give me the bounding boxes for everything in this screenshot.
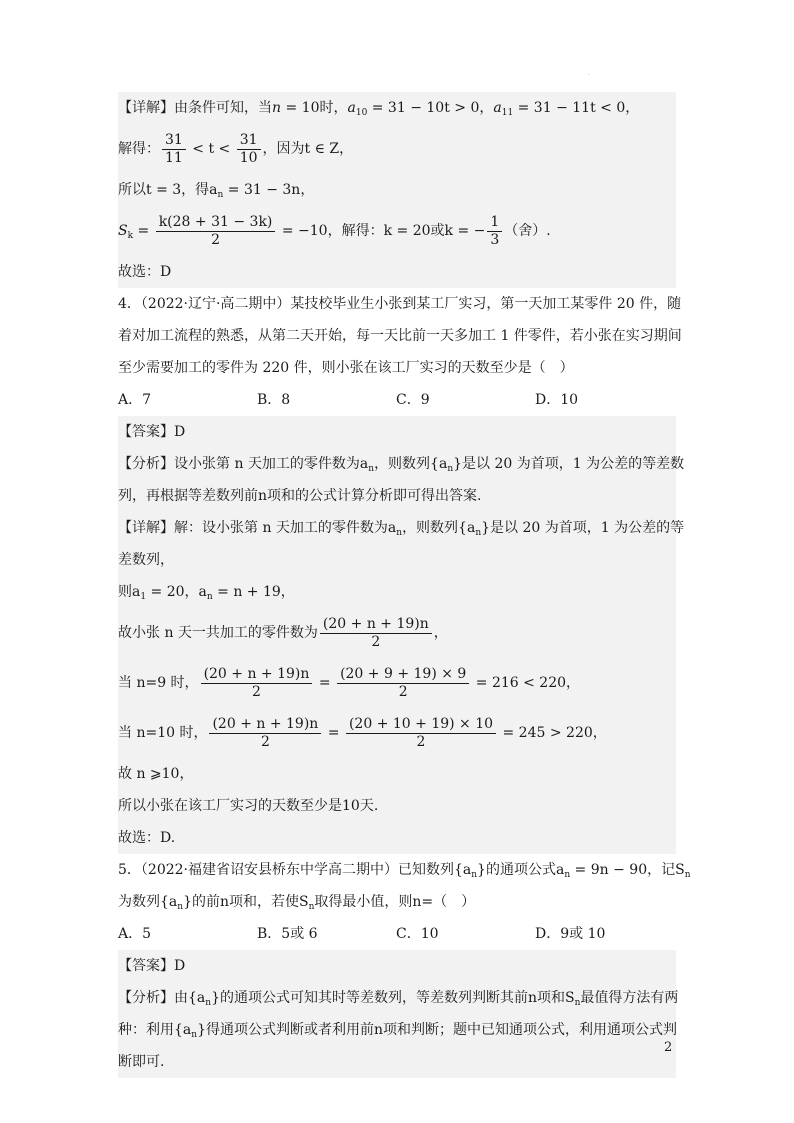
- detail-line-3: 则$a_1 = 20$，$a_n = n + 19$，: [118, 584, 295, 602]
- options-row: [118, 918, 676, 950]
- fraction: $\frac{1}{3}$: [487, 214, 502, 249]
- page-number: 2: [664, 1040, 673, 1055]
- question-line: 为数列$\{a_n\}$的前n项和，若使$S_n$取得最小值，则n=（ ）: [118, 894, 476, 912]
- fraction: $\frac{(20 + n + 19)n}{2}$: [201, 666, 313, 701]
- question-4: [118, 288, 682, 416]
- detail-line-5: 当 n=9 时， $\frac{(20 + n + 19)n}{2}$ = $\frac{(20 + 9 + 19) \times 9}{2}$ = 216 < 220，: [118, 665, 581, 700]
- detail-line-1: 【详解】由条件可知，当n = 10时，$a_{10} = 31 - 10t > 0$，$a_{11} = 31 - 11t < 0$，: [118, 100, 640, 118]
- option-a: A．7: [118, 392, 152, 408]
- detail-line-2: 解得： $\frac{31}{11}$ < t < $\frac{31}{10}$ ，因为t ∈ Z，: [118, 131, 354, 166]
- option-b: B．8: [257, 392, 291, 408]
- option-d: D．9或 10: [535, 926, 606, 942]
- page-content: [118, 92, 691, 1078]
- detail-line-5: 故选：D: [118, 264, 172, 280]
- detail-line-6: 当 n=10 时， $\frac{(20 + n + 19)n}{2}$ = $\frac{(20 + 10 + 19) \times 10}{2}$ = 245 > 220，: [118, 715, 607, 750]
- question-line: 5．（2022·福建省诏安县桥东中学高二期中）已知数列$\{a_n\}$的通项公式$a_n = 9n - 90$，记$S_n$: [118, 862, 691, 880]
- analysis-line-1: 【分析】由$\{a_n\}$的通项公式可知其时等差数列，等差数列判断其前n项和$S_n$最值得方法有两: [118, 990, 679, 1008]
- answer-line: 【答案】D: [118, 424, 186, 440]
- solution-block-q5: [118, 950, 679, 1078]
- fraction: $\frac{(20 + n + 19)n}{2}$: [320, 616, 432, 651]
- detail-line-2: 差数列，: [118, 552, 174, 568]
- analysis-line-2: 列，再根据等差数列前n项和的公式计算分析即可得出答案.: [118, 488, 482, 504]
- detail-line-7: 故 n ⩾10，: [118, 766, 194, 782]
- detail-line-4: 故小张 n 天一共加工的零件数为 $\frac{(20 + n + 19)n}{2}$ ，: [118, 615, 448, 650]
- option-a: A．5: [118, 926, 152, 942]
- detail-line-9: 故选：D.: [118, 830, 176, 846]
- option-b: B．5或 6: [257, 926, 318, 942]
- detail-line-3: 所以t = 3，得$a_n = 31 - 3n$，: [118, 182, 315, 200]
- analysis-line-3: 断即可.: [118, 1054, 165, 1070]
- option-c: C．9: [396, 392, 430, 408]
- fraction: $\frac{(20 + 9 + 19) \times 9}{2}$: [337, 666, 469, 701]
- detail-line-4: $S_k$ = $\frac{k(28 + 31 - 3k)}{2}$ = −10，解得：k = 20或k = − $\frac{1}{3}$ （舍）.: [118, 213, 551, 248]
- answer-line: 【答案】D: [118, 958, 186, 974]
- option-d: D．10: [535, 392, 579, 408]
- analysis-line-2: 种：利用$\{a_n\}$得通项公式判断或者利用前n项和判断；题中已知通项公式，利用通项公式判: [118, 1022, 677, 1040]
- detail-line-1: 【详解】解：设小张第 n 天加工的零件数为$a_n$，则数列$\{a_n\}$是以 20 为首项，1 为公差的等: [118, 520, 685, 538]
- options-row: [118, 384, 676, 416]
- option-c: C．10: [396, 926, 439, 942]
- fraction: $\frac{(20 + 10 + 19) \times 10}{2}$: [346, 716, 496, 751]
- question-5: [118, 854, 691, 950]
- analysis-line-1: 【分析】设小张第 n 天加工的零件数为$a_n$，则数列$\{a_n\}$是以 20 为首项，1 为公差的等差数: [118, 456, 685, 474]
- question-line: 4．（2022·辽宁·高二期中）某技校毕业生小张到某工厂实习，第一天加工某零件 20 件，随: [118, 296, 682, 312]
- fraction: $\frac{(20 + n + 19)n}{2}$: [209, 716, 321, 751]
- fraction: $\frac{k(28 + 31 - 3k)}{2}$: [156, 214, 276, 249]
- question-line: 至少需要加工的零件为 220 件，则小张在该工厂实习的天数至少是（ ）: [118, 360, 574, 376]
- detail-line-8: 所以小张在该工厂实习的天数至少是10天.: [118, 798, 379, 814]
- detail-block-q3: [118, 92, 676, 288]
- fraction: $\frac{31}{10}$: [237, 132, 261, 167]
- solution-block-q4: [118, 416, 685, 854]
- question-line: 着对加工流程的熟悉，从第二天开始，每一天比前一天多加工 1 件零件，若小张在实习期间: [118, 328, 682, 344]
- fraction: $\frac{31}{11}$: [162, 132, 186, 167]
- header-mark: .: [588, 70, 590, 77]
